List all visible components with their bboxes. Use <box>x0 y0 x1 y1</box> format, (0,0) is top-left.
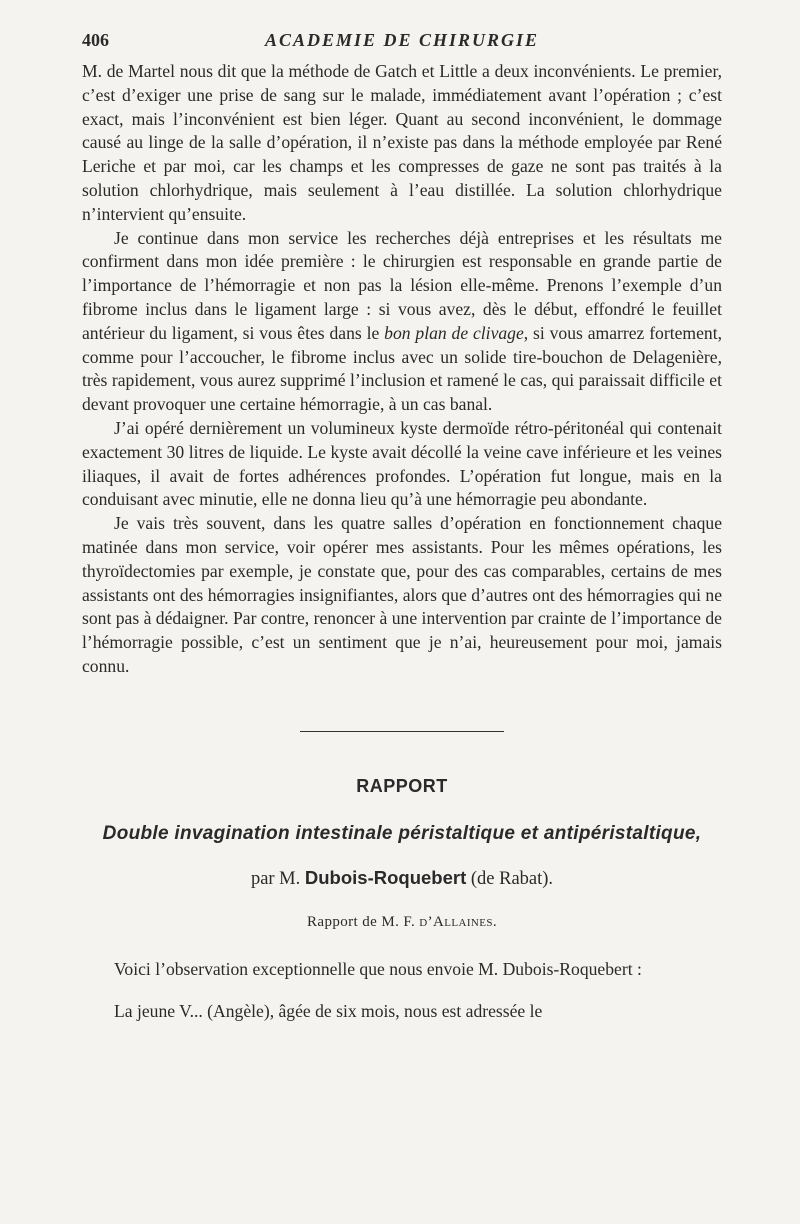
page-header <box>82 30 722 60</box>
report-paragraph: La jeune V... (Angèle), âgée de six mois, nous est adressée le <box>114 1000 543 1021</box>
article-title: Double invagination intestinale péristaltique et antipéristaltique, <box>102 822 702 844</box>
section-heading: RAPPORT <box>356 775 448 796</box>
body-paragraph <box>82 512 722 679</box>
byline-author: Dubois-Roquebert <box>304 866 467 888</box>
text-segment: J’ai opéré dernièrement un volumineux kyste dermoïde rétro-péritonéal qui contenait exactement 30 litres de liquide. Le kyste avait décollé la veine cave inférieure et les veines iliaques, il avait de fortes adhérences profondes. L’opération fut longue, mais en la conduisant avec minutie, elle ne donna lieu qu’à une hémorragie peu abondante. <box>82 417 722 510</box>
rapporteur-name: d’Allaines. <box>419 913 498 930</box>
body-paragraph <box>82 227 722 417</box>
page <box>82 30 722 1023</box>
report-text <box>82 957 722 1023</box>
rapporteur-prefix: Rapport de M. F. <box>306 913 416 930</box>
italic-phrase: bon plan de clivage <box>384 322 524 343</box>
rapporteur-line <box>82 914 722 931</box>
text-segment: Je vais très souvent, dans les quatre salles d’opération en fonctionnement chaque matinée dans mon service, voir opérer mes assistants. Pour les mêmes opérations, les thyroïdectomies par exemple, je constate que, pour des cas comparables, certains de mes assistants ont des hémorragies insignifiantes, alors que d’autres ont des hémorragies qui ne sont pas à dédaigner. Par contre, renoncer à une intervention par crainte de l’importance de l’hémorragie possible, c’est un sentiment que je n’ai, heureusement pour moi, jamais connu. <box>82 513 722 676</box>
discussion-text <box>82 60 722 679</box>
section-divider <box>300 731 504 732</box>
byline <box>82 867 722 890</box>
byline-suffix: (de Rabat). <box>470 868 554 889</box>
text-segment: , si vous amarrez fortement, comme pour l’accoucher, le fibrome inclus avec un solide tire-bouchon de Delagenière, très rapidement, vous aurez supprimé l’inclusion et ramené le cas, qui paraissait difficile et devant provoquer une certaine hémorragie, à un cas banal. <box>82 322 722 415</box>
byline-prefix: par M. <box>250 868 301 889</box>
body-paragraph <box>82 60 722 227</box>
text-segment: M. de Martel nous dit que la méthode de Gatch et Little a deux inconvénients. Le premier, c’est d’exiger une prise de sang sur le malade, immédiatement avant l’opération ; c’est exact, mais l’inconvénient est bien léger. Quant au second inconvénient, le dommage causé au linge de la salle d’opération, il n’existe pas dans la méthode employée par René Leriche et par moi, car les champs et les compresses de gaze ne sont pas traités à la solution chlorhydrique, mais seulement à l’eau distillée. La solution chlorhydrique n’intervient qu’ensuite. <box>82 61 722 224</box>
body-paragraph <box>82 417 722 512</box>
running-head: ACADEMIE DE CHIRURGIE <box>264 30 540 50</box>
report-paragraph: Voici l’observation exceptionnelle que nous envoie M. Dubois-Roquebert : <box>114 958 642 979</box>
page-number: 406 <box>82 30 109 50</box>
text-segment: Je continue dans mon service les recherches déjà entreprises et les résultats me confirment dans mon idée première : le chirurgien est responsable en grande partie de l’importance de l’hémorragie et non pas la lésion elle-même. Prenons l’exemple d’un fibrome inclus dans le ligament large : si vous avez, dès le début, effondré le feuillet antérieur du ligament, si vous êtes dans le <box>82 227 722 343</box>
